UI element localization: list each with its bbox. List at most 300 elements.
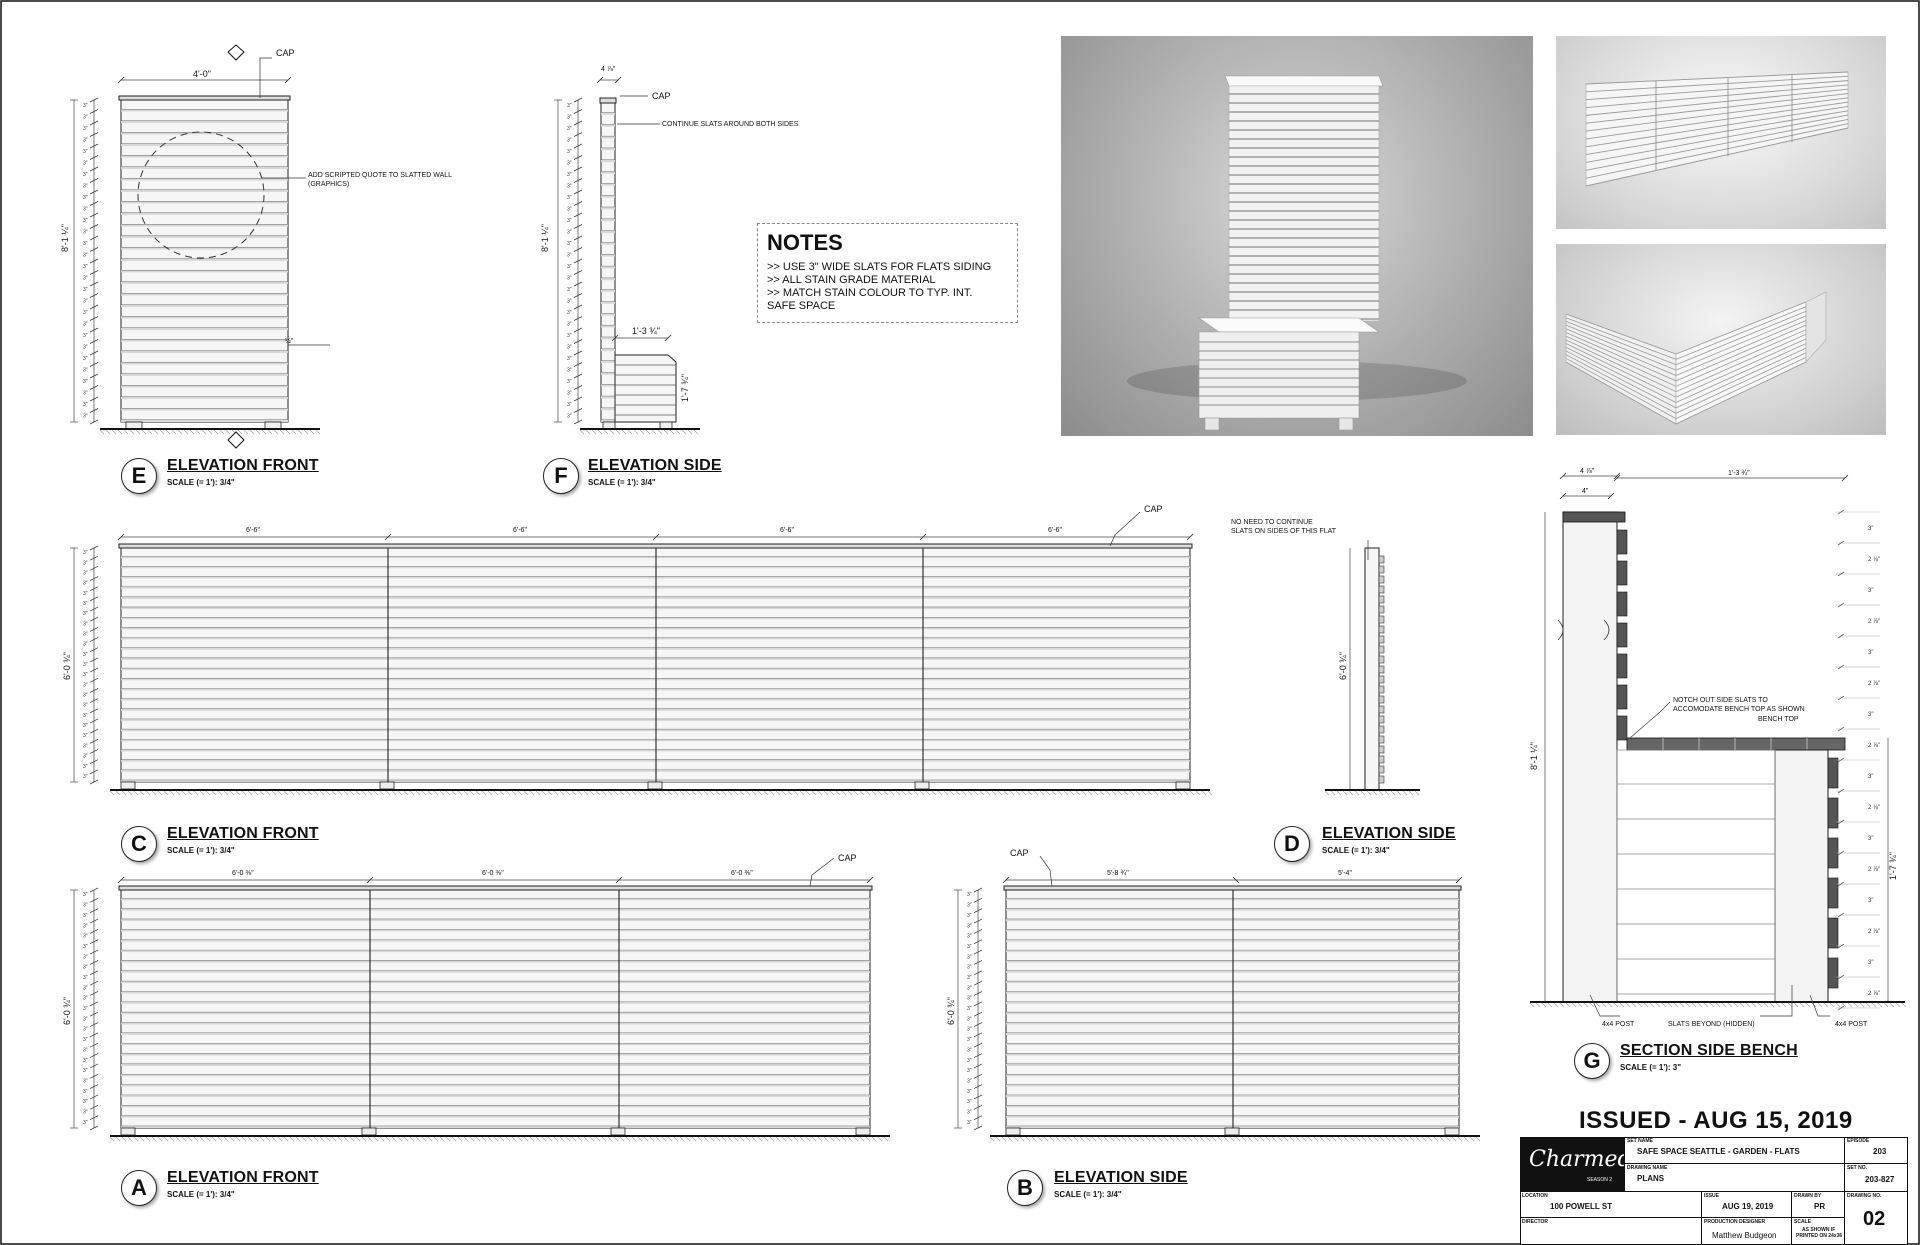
view-a-ground-hatch [308,1137,312,1141]
view-c-ground-hatch [902,791,906,795]
view-a-ground-hatch [404,1137,408,1141]
view-c-ground-hatch [1088,791,1092,795]
view-c-ground-hatch [224,791,228,795]
view-b-foot-0 [1006,1128,1020,1135]
view-e-ground-hatch [298,430,302,434]
view-g-slat-dim: 2 ⅞" [1868,929,1881,935]
view-a-ground-hatch [482,1137,486,1141]
view-e-ground-hatch [238,430,242,434]
view-f-vdim-label: 3" [567,206,572,213]
view-g-ground-hatch [1692,1003,1696,1007]
view-a-ground-hatch [326,1137,330,1141]
view-scale-d: SCALE (= 1'): 3/4" [1322,846,1390,855]
view-e-slat-shadow [121,109,288,111]
view-a-ground-hatch [206,1137,210,1141]
view-b-foot-2 [1445,1128,1459,1135]
view-f-vdim-label: 3" [567,275,572,282]
view-c-ground-hatch [848,791,852,795]
view-c-ground-hatch [980,791,984,795]
view-c-vdim-label: 3" [83,621,88,628]
view-a-ground-hatch [320,1137,324,1141]
view-g-ground-hatch [1740,1003,1744,1007]
view-a-ground-hatch [416,1137,420,1141]
view-b-ground-hatch [1362,1137,1366,1141]
view-c-ground-hatch [464,791,468,795]
view-a-vdim-label: 3" [83,954,88,961]
view-d-ground-hatch [1331,791,1335,795]
view-b-ground-hatch [1404,1137,1408,1141]
view-c-vdim-label: 3" [83,712,88,719]
view-f-ground-hatch [658,430,662,434]
view-g-side-slat [1617,685,1627,709]
view-c-ground-hatch [1184,791,1188,795]
view-b-vdim-label: 3" [967,954,972,961]
view-b-ground-hatch [1074,1137,1078,1141]
view-c-ground-hatch [1196,791,1200,795]
view-e-ground-hatch [130,430,134,434]
view-g-front-slat [1828,918,1838,948]
view-a-ground-hatch [578,1137,582,1141]
view-c-ground-hatch [770,791,774,795]
view-f-slat-shadow [601,325,615,327]
view-f-vdim-label: 3" [567,229,572,236]
view-a-ground-hatch [452,1137,456,1141]
view-a-ground-hatch [566,1137,570,1141]
view-d-slat-end [1379,626,1384,633]
view-a-vdim-label: 3" [83,995,88,1002]
view-a-ground-hatch [554,1137,558,1141]
view-b-ground-hatch [1464,1137,1468,1141]
view-a-ground-hatch [230,1137,234,1141]
view-c-vdim-label: 3" [83,550,88,557]
view-a-ground-hatch [620,1137,624,1141]
view-c-ground-hatch [320,791,324,795]
view-g-front-slat [1828,878,1838,908]
view-a-ground-hatch [458,1137,462,1141]
view-g-ground-hatch [1632,1003,1636,1007]
view-a-ground-hatch [470,1137,474,1141]
view-c-ground-hatch [242,791,246,795]
view-a-slat-shadow [121,1033,870,1035]
view-c-ground-hatch [500,791,504,795]
view-c-ground-hatch [1142,791,1146,795]
view-b-ground-hatch [1194,1137,1198,1141]
view-c-ground-hatch [608,791,612,795]
view-a-ground-hatch [434,1137,438,1141]
view-c-vdim-label: 3" [83,692,88,699]
view-b-ground-hatch [1242,1137,1246,1141]
view-a-foot-0 [121,1128,135,1135]
view-c-ground-hatch [824,791,828,795]
view-c-ground-hatch [170,791,174,795]
view-d-slat-end [1379,666,1384,673]
view-c-ground-hatch [836,791,840,795]
view-f-ground-hatch [616,430,620,434]
view-c-ground-hatch [986,791,990,795]
view-c-vdim-label: 3" [83,702,88,709]
view-c-ground-hatch [806,791,810,795]
view-g-ground-hatch [1848,1003,1852,1007]
view-f-vdim-label: 3" [567,401,572,408]
view-a-ground-hatch [398,1137,402,1141]
view-e-vdim-label: 3" [83,171,88,178]
notes-line-1: >> USE 3" WIDE SLATS FOR FLATS SIDING [767,261,992,273]
view-c-ground-hatch [950,791,954,795]
view-g-side-slat [1617,530,1627,554]
view-d-ground-hatch [1385,791,1389,795]
view-g-ground-hatch [1596,1003,1600,1007]
view-c-ground-hatch [134,791,138,795]
view-a-ground-hatch [170,1137,174,1141]
view-c-vdim-label: 3" [83,590,88,597]
view-a-ground-hatch [356,1137,360,1141]
view-b-vdim-label: 3" [967,1088,972,1095]
view-c-ground-hatch [734,791,738,795]
view-a-vdim-label: 3" [83,1068,88,1075]
view-c-ground-hatch [416,791,420,795]
view-e-vdim-label: 3" [83,160,88,167]
notes-box [757,223,1018,323]
view-a-ground-hatch [530,1137,534,1141]
view-g-ground-hatch [1680,1003,1684,1007]
view-b-ground-hatch [1056,1137,1060,1141]
view-e-ground-hatch [142,430,146,434]
view-e-ground-hatch [244,430,248,434]
view-e-slat-shadow [121,213,288,215]
view-f-slat-shadow [601,125,615,127]
view-e-vdim-label: 3" [83,125,88,132]
view-e-vdim-label: 3" [83,217,88,224]
episode-label: EPISODE [1847,1138,1870,1144]
view-c-ground-hatch [542,791,546,795]
view-f-slat-shadow [601,408,615,410]
view-g-bench-top [1627,738,1845,750]
view-c-ground-hatch [638,791,642,795]
view-f-vdim-label: 3" [567,114,572,121]
view-c-ground-hatch [1154,791,1158,795]
view-f-vdim-label: 3" [567,309,572,316]
notes-heading: NOTES [767,230,843,255]
view-b-vdim-label: 3" [967,943,972,950]
view-c-ground-hatch [566,791,570,795]
view-f-ground-hatch [592,430,596,434]
view-d-slat-end [1379,556,1384,563]
view-f-vdim-label: 3" [567,183,572,190]
scale-label: SCALE [1794,1219,1811,1225]
view-g-ground-hatch [1830,1003,1834,1007]
view-badge-e: E [121,458,157,494]
view-f-foot-0 [603,422,615,429]
view-c-ground-hatch [560,791,564,795]
view-a-ground-hatch [626,1137,630,1141]
view-a-group [119,886,872,1128]
view-c-ground-hatch [326,791,330,795]
view-a-ground-hatch [344,1137,348,1141]
view-b-ground-hatch [1032,1137,1036,1141]
view-c-ground-hatch [476,791,480,795]
view-c-ground-hatch [782,791,786,795]
view-e-slat-shadow [121,397,288,399]
dim-g-right: 1'-7 ¾" [1888,852,1898,880]
dim-b-seg-1: 5'-8 ¾" [1107,870,1129,877]
cap-label-a: CAP [838,853,857,863]
view-a-ground-hatch [764,1137,768,1141]
view-g-side-slat [1617,716,1627,740]
view-f-slat-shadow [601,349,615,351]
view-c-ground-hatch [668,791,672,795]
view-d-ground-hatch [1349,791,1353,795]
view-a-ground-hatch [824,1137,828,1141]
view-c-vdim-label: 3" [83,570,88,577]
location-label: LOCATION [1522,1193,1548,1199]
view-c-ground-hatch [110,791,114,795]
view-c-ground-hatch [1118,791,1122,795]
view-d-ground-hatch [1367,791,1371,795]
view-e-slat-shadow [121,305,288,307]
view-c-ground-hatch [260,791,264,795]
view-f-vdim-label: 3" [567,148,572,155]
view-c-ground-hatch [1082,791,1086,795]
view-b-ground-hatch [990,1137,994,1141]
view-f-ground-hatch [622,430,626,434]
prod-designer-value: Matthew Budgeon [1712,1231,1777,1240]
view-g-slat-dim: 2 ⅞" [1868,743,1881,749]
view-b-ground-hatch [1026,1137,1030,1141]
view-g-slat-dim: 3" [1868,836,1874,842]
view-a-slat-shadow [121,919,870,921]
view-a-ground-hatch [752,1137,756,1141]
view-c-ground-hatch [158,791,162,795]
render-corner-wall [1556,244,1886,435]
view-b-ground-hatch [1182,1137,1186,1141]
view-f-ground-hatch [640,430,644,434]
view-a-ground-hatch [476,1137,480,1141]
view-a-slat-shadow [121,971,870,973]
view-g-ground-hatch [1698,1003,1702,1007]
view-c-ground-hatch [356,791,360,795]
view-g-ground-hatch [1620,1003,1624,1007]
view-a-ground-hatch [866,1137,870,1141]
view-c-vdim-label: 3" [83,763,88,770]
view-c-ground-hatch [200,791,204,795]
view-c-ground-hatch [266,791,270,795]
view-c-ground-hatch [788,791,792,795]
view-f-slat-shadow [601,290,615,292]
view-c-ground-hatch [1160,791,1164,795]
view-g-ground-hatch [1902,1003,1906,1007]
view-e-slat-shadow [121,408,288,410]
view-b-ground-hatch [1440,1137,1444,1141]
view-c-ground-hatch [1076,791,1080,795]
view-e-ground-hatch [262,430,266,434]
dim-c-height: 6'-0 ¾" [62,652,72,680]
view-e-vdim-label: 3" [83,194,88,201]
view-a-ground-hatch [284,1137,288,1141]
view-e-ground-hatch [214,430,218,434]
view-a-ground-hatch [644,1137,648,1141]
view-e-ground-hatch [304,430,308,434]
set-name-value: SAFE SPACE SEATTLE - GARDEN - FLATS [1637,1147,1800,1156]
view-c-foot-2 [648,782,662,789]
view-e-ground-hatch [190,430,194,434]
view-e-vdim-label: 3" [83,298,88,305]
dim-e-width: 4'-0" [193,69,211,79]
view-e-slat-shadow [121,293,288,295]
view-b-ground-hatch [1254,1137,1258,1141]
view-c-ground-hatch [878,791,882,795]
view-c-ground-hatch [278,791,282,795]
view-f-vdim-label: 3" [567,194,572,201]
view-c-ground-hatch [926,791,930,795]
render3-left-wall [1566,314,1676,424]
dim-f-height: 8'-1 ¼" [540,224,550,252]
view-a-vdim-label: 3" [83,933,88,940]
view-g-front-post [1775,750,1828,1002]
view-c-ground-hatch [410,791,414,795]
dim-b-height: 6'-0 ¾" [946,997,956,1025]
view-scale-c: SCALE (= 1'): 3/4" [167,846,235,855]
view-a-ground-hatch [572,1137,576,1141]
view-b-ground-hatch [1128,1137,1132,1141]
view-f-slat-shadow [601,254,615,256]
view-c-ground-hatch [938,791,942,795]
view-b-ground-hatch [1386,1137,1390,1141]
issue-value: AUG 19, 2019 [1722,1202,1774,1211]
view-e-vdim-label: 3" [83,413,88,420]
view-f-vdim-label: 3" [567,367,572,374]
view-c-vdim-label: 3" [83,611,88,618]
view-e-vdim-label: 3" [83,183,88,190]
view-a-cap-leader [810,858,834,886]
view-a-ground-hatch [674,1137,678,1141]
view-a-ground-hatch [722,1137,726,1141]
render1-foot-left [1205,418,1219,430]
view-g-slat-dim: 3" [1868,650,1874,656]
view-a-ground-hatch [716,1137,720,1141]
view-b-ground-hatch [1314,1137,1318,1141]
view-f-ground-hatch [688,430,692,434]
view-c-ground-hatch [692,791,696,795]
view-e-vdim-label: 3" [83,148,88,155]
view-f-slat-shadow [601,219,615,221]
set-no-value: 203-827 [1865,1175,1895,1184]
view-g-slat-dim: 3" [1868,774,1874,780]
view-a-vdim-label: 3" [83,923,88,930]
view-e-foot-1 [265,422,281,429]
view-g-slat-dim: 2 ⅞" [1868,867,1881,873]
view-a-vdim-label: 3" [83,1026,88,1033]
view-g-ground-hatch [1686,1003,1690,1007]
view-c-ground-hatch [212,791,216,795]
view-c-ground-hatch [620,791,624,795]
view-b-ground-hatch [1188,1137,1192,1141]
episode-value: 203 [1873,1147,1887,1156]
view-g-ground-hatch [1896,1003,1900,1007]
view-g-ground-hatch [1542,1003,1546,1007]
view-g-ground-hatch [1716,1003,1720,1007]
view-a-ground-hatch [854,1137,858,1141]
view-b-vdim-label: 3" [967,892,972,899]
notes-line-3: >> MATCH STAIN COLOUR TO TYP. INT. [767,287,973,299]
view-a-foot-1 [362,1128,376,1135]
view-d-slat-end [1379,566,1384,573]
view-e-slat-shadow [121,282,288,284]
view-g-ground-hatch [1566,1003,1570,1007]
view-a-ground-hatch [146,1137,150,1141]
view-e-vdim-label: 3" [83,240,88,247]
graphics-note: (GRAPHICS) [308,181,350,188]
view-c-ground-hatch [674,791,678,795]
view-a-ground-hatch [296,1137,300,1141]
view-a-slat-shadow [121,1043,870,1045]
view-a-ground-hatch [740,1137,744,1141]
view-c-ground-hatch [434,791,438,795]
view-a-ground-hatch [188,1137,192,1141]
view-c-ground-hatch [632,791,636,795]
view-g-ground-hatch [1710,1003,1714,1007]
view-a-ground-hatch [590,1137,594,1141]
dim-a-seg-3: 6'-0 ⅜" [731,870,753,877]
view-badge-b: B [1007,1170,1043,1206]
view-b-vdim-label: 3" [967,974,972,981]
view-d-ground-hatch [1409,791,1413,795]
view-a-ground-hatch [122,1137,126,1141]
view-e-vdim-label: 3" [83,275,88,282]
view-a-ground-hatch [212,1137,216,1141]
view-a-ground-hatch [194,1137,198,1141]
view-a-slat-shadow [121,992,870,994]
view-g-ground-hatch [1644,1003,1648,1007]
view-c-ground-hatch [518,791,522,795]
render1-foot-right [1339,418,1353,430]
view-c-ground-hatch [662,791,666,795]
render-corner-wall-svg [1556,244,1886,435]
view-scale-e: SCALE (= 1'): 3/4" [167,478,235,487]
view-b-ground-hatch [1158,1137,1162,1141]
view-c-vdim-label: 3" [83,682,88,689]
view-b-ground-hatch [1446,1137,1450,1141]
view-a-ground-hatch [602,1137,606,1141]
view-g-ground-hatch [1656,1003,1660,1007]
view-g-ground-hatch [1662,1003,1666,1007]
view-a-ground-hatch [860,1137,864,1141]
view-b-ground-hatch [1392,1137,1396,1141]
view-c-ground-hatch [296,791,300,795]
view-c-ground-hatch [944,791,948,795]
view-g-ground-hatch [1728,1003,1732,1007]
view-e-cap-leader [260,58,272,98]
view-c-ground-hatch [428,791,432,795]
view-a-ground-hatch [884,1137,888,1141]
view-f-vdim-label: 3" [567,125,572,132]
view-e-ground-hatch [274,430,278,434]
view-a-foot-2 [611,1128,625,1135]
view-a-ground-hatch [878,1137,882,1141]
view-c-vdim-label: 3" [83,631,88,638]
view-c-ground-hatch [578,791,582,795]
view-e-vdim-label: 3" [83,309,88,316]
view-g-ground-hatch [1704,1003,1708,1007]
view-c-ground-hatch [650,791,654,795]
view-d-slat-end [1379,776,1384,783]
view-a-ground-hatch [158,1137,162,1141]
view-d-ground-hatch [1403,791,1407,795]
cap-label-e: CAP [276,48,295,58]
view-b-ground-hatch [1248,1137,1252,1141]
view-g-ground-hatch [1578,1003,1582,1007]
view-b-ground-hatch [1398,1137,1402,1141]
view-c-ground-hatch [914,791,918,795]
